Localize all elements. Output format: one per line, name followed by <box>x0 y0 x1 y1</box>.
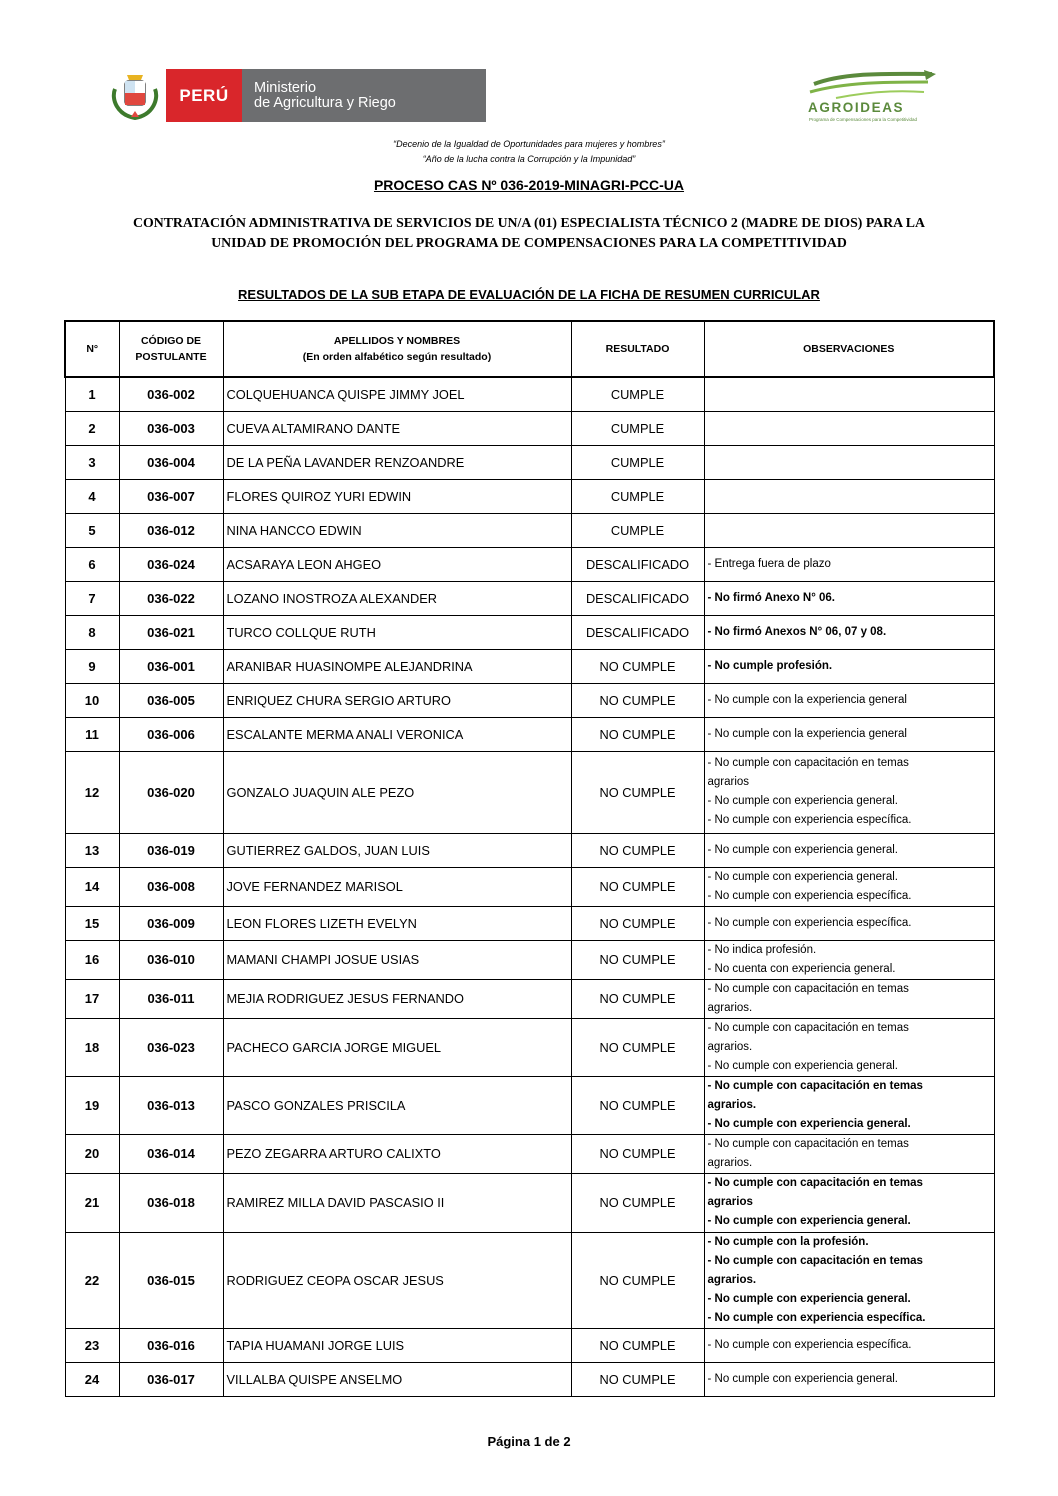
result-cell: NO CUMPLE <box>571 906 704 940</box>
observations-cell <box>704 615 994 649</box>
row-number: 2 <box>65 411 119 445</box>
agroideas-tagline: Programa de Compensaciones para la Competitividad <box>809 117 918 122</box>
applicant-code: 036-022 <box>119 581 223 615</box>
table-row <box>65 1173 994 1232</box>
applicant-code: 036-012 <box>119 513 223 547</box>
result-cell: NO CUMPLE <box>571 1328 704 1362</box>
result-cell: NO CUMPLE <box>571 940 704 979</box>
applicant-name: MEJIA RODRIGUEZ JESUS FERNANDO <box>223 979 571 1018</box>
result-cell: CUMPLE <box>571 377 704 411</box>
header-name <box>223 321 571 377</box>
table-row <box>65 867 994 906</box>
applicant-name: ESCALANTE MERMA ANALI VERONICA <box>223 717 571 751</box>
observation-line: agrarios. <box>707 1098 757 1111</box>
row-number: 14 <box>65 867 119 906</box>
header-code-line-1: CÓDIGO DE <box>140 335 202 347</box>
applicant-code: 036-010 <box>119 940 223 979</box>
result-cell: NO CUMPLE <box>571 979 704 1018</box>
table-row <box>65 377 994 411</box>
observations-cell <box>704 1232 994 1328</box>
applicant-code: 036-020 <box>119 751 223 833</box>
applicant-name: ARANIBAR HUASINOMPE ALEJANDRINA <box>223 649 571 683</box>
table-row <box>65 1018 994 1076</box>
observation-line: - No cumple con experiencia general. <box>707 1117 911 1130</box>
result-cell: NO CUMPLE <box>571 1134 704 1173</box>
table-row <box>65 1328 994 1362</box>
table-row <box>65 649 994 683</box>
observation-line: - No cumple con experiencia general. <box>707 1059 898 1072</box>
table-row <box>65 979 994 1018</box>
observation-line: - No cumple con experiencia específica. <box>707 916 912 929</box>
table-body <box>65 377 994 1396</box>
observations-cell <box>704 940 994 979</box>
result-cell: NO CUMPLE <box>571 867 704 906</box>
row-number: 24 <box>65 1362 119 1396</box>
applicant-name: FLORES QUIROZ YURI EDWIN <box>223 479 571 513</box>
observation-line: - No cumple con experiencia general. <box>707 795 898 807</box>
agroideas-swoosh-icon <box>806 70 940 102</box>
ministry-line-1: Ministerio <box>254 79 317 96</box>
table-row <box>65 1232 994 1328</box>
header-code <box>119 321 223 377</box>
row-number: 22 <box>65 1232 119 1328</box>
header-name-line-2: (En orden alfabético según resultado) <box>302 351 492 363</box>
observations-cell <box>704 867 994 906</box>
observation-line: - No indica profesión. <box>707 943 817 956</box>
table-row <box>65 513 994 547</box>
applicant-name: DE LA PEÑA LAVANDER RENZOANDRE <box>223 445 571 479</box>
motto-line-1: “Decenio de la Igualdad de Oportunidades para mujeres y hombres” <box>393 139 665 149</box>
applicant-name: RODRIGUEZ CEOPA OSCAR JESUS <box>223 1232 571 1328</box>
observation-line: - No cumple con capacitación en temas <box>707 757 909 769</box>
result-cell: DESCALIFICADO <box>571 615 704 649</box>
table-header-row <box>65 321 994 377</box>
applicant-code: 036-018 <box>119 1173 223 1232</box>
row-number: 15 <box>65 906 119 940</box>
row-number: 11 <box>65 717 119 751</box>
observations-cell <box>704 717 994 751</box>
contract-title-line-2: UNIDAD DE PROMOCIÓN DEL PROGRAMA DE COMPENSACIONES PARA LA COMPETITIVIDAD <box>211 235 847 250</box>
results-title: RESULTADOS DE LA SUB ETAPA DE EVALUACIÓN DE LA FICHA DE RESUMEN CURRICULAR <box>238 287 820 302</box>
row-number: 12 <box>65 751 119 833</box>
table-row <box>65 1076 994 1134</box>
observation-line: - No cumple con experiencia general. <box>707 1292 911 1305</box>
observation-line: - No cumple con experiencia general. <box>707 1372 898 1385</box>
applicant-name: NINA HANCCO EDWIN <box>223 513 571 547</box>
row-number: 20 <box>65 1134 119 1173</box>
observation-line: agrarios. <box>707 1156 753 1169</box>
applicant-name: CUEVA ALTAMIRANO DANTE <box>223 411 571 445</box>
observations-cell <box>704 649 994 683</box>
applicant-code: 036-019 <box>119 833 223 867</box>
observation-line: agrarios. <box>707 1001 753 1014</box>
observations-cell <box>704 547 994 581</box>
applicant-name: GUTIERREZ GALDOS, JUAN LUIS <box>223 833 571 867</box>
result-cell: CUMPLE <box>571 445 704 479</box>
row-number: 16 <box>65 940 119 979</box>
applicant-code: 036-015 <box>119 1232 223 1328</box>
observation-line: - No cumple con experiencia general. <box>707 1215 911 1227</box>
row-number: 13 <box>65 833 119 867</box>
result-cell: NO CUMPLE <box>571 683 704 717</box>
observation-line: - No cumple con experiencia específica. <box>707 814 912 826</box>
applicant-name: LOZANO INOSTROZA ALEXANDER <box>223 581 571 615</box>
applicant-code: 036-024 <box>119 547 223 581</box>
row-number: 7 <box>65 581 119 615</box>
observation-line: - No cumple con la experiencia general <box>707 727 907 740</box>
observation-line: - No cuenta con experiencia general. <box>707 962 896 975</box>
coat-of-arms-icon <box>104 69 166 122</box>
table-row <box>65 581 994 615</box>
applicant-name: GONZALO JUAQUIN ALE PEZO <box>223 751 571 833</box>
applicant-code: 036-006 <box>119 717 223 751</box>
result-cell: NO CUMPLE <box>571 833 704 867</box>
applicant-code: 036-017 <box>119 1362 223 1396</box>
table-row <box>65 547 994 581</box>
applicant-name: RAMIREZ MILLA DAVID PASCASIO II <box>223 1173 571 1232</box>
observation-line: - No cumple con capacitación en temas <box>707 1021 909 1034</box>
observation-line: - No cumple con capacitación en temas <box>707 1079 923 1092</box>
ministry-label <box>242 69 486 122</box>
result-cell: DESCALIFICADO <box>571 581 704 615</box>
table-row <box>65 751 994 833</box>
observations-cell <box>704 377 994 411</box>
result-cell: NO CUMPLE <box>571 1076 704 1134</box>
observation-line: - No cumple con experiencia específica. <box>707 1311 926 1324</box>
row-number: 21 <box>65 1173 119 1232</box>
observation-line: - No cumple con la experiencia general <box>707 693 907 706</box>
result-cell: CUMPLE <box>571 479 704 513</box>
observations-cell <box>704 479 994 513</box>
observation-line: agrarios <box>707 776 750 788</box>
applicant-code: 036-023 <box>119 1018 223 1076</box>
results-table <box>64 320 995 1397</box>
table-row <box>65 1134 994 1173</box>
applicant-name: PACHECO GARCIA JORGE MIGUEL <box>223 1018 571 1076</box>
observation-line: - Entrega fuera de plazo <box>707 557 831 570</box>
observations-cell <box>704 1076 994 1134</box>
header-observations: OBSERVACIONES <box>704 321 994 377</box>
result-cell: NO CUMPLE <box>571 1173 704 1232</box>
row-number: 23 <box>65 1328 119 1362</box>
contract-title-line-1: CONTRATACIÓN ADMINISTRATIVA DE SERVICIOS DE UN/A (01) ESPECIALISTA TÉCNICO 2 (MADRE DE DIOS) PARA LA <box>133 215 925 230</box>
observations-cell <box>704 1173 994 1232</box>
applicant-name: TURCO COLLQUE RUTH <box>223 615 571 649</box>
applicant-code: 036-001 <box>119 649 223 683</box>
table-row <box>65 1362 994 1396</box>
process-title: PROCESO CAS Nº 036-2019-MINAGRI-PCC-UA <box>373 177 685 193</box>
applicant-name: LEON FLORES LIZETH EVELYN <box>223 906 571 940</box>
observations-cell <box>704 906 994 940</box>
header-code-line-2: POSTULANTE <box>135 351 207 363</box>
peru-label: PERÚ <box>166 69 242 122</box>
result-cell: DESCALIFICADO <box>571 547 704 581</box>
observation-line: - No cumple con capacitación en temas <box>707 1137 909 1150</box>
applicant-code: 036-002 <box>119 377 223 411</box>
observations-cell <box>704 1328 994 1362</box>
motto-line-2: “Año de la lucha contra la Corrupción y la Impunidad” <box>422 154 636 164</box>
applicant-code: 036-005 <box>119 683 223 717</box>
table-row <box>65 411 994 445</box>
header-name-line-1: APELLIDOS Y NOMBRES <box>333 335 461 347</box>
observations-cell <box>704 1134 994 1173</box>
result-cell: NO CUMPLE <box>571 649 704 683</box>
observation-line: - No cumple con capacitación en temas <box>707 1254 923 1267</box>
row-number: 18 <box>65 1018 119 1076</box>
observations-cell <box>704 751 994 833</box>
observation-line: - No firmó Anexos N° 06, 07 y 08. <box>707 625 887 638</box>
applicant-name: TAPIA HUAMANI JORGE LUIS <box>223 1328 571 1362</box>
applicant-code: 036-011 <box>119 979 223 1018</box>
agroideas-name: AGROIDEAS <box>808 100 905 115</box>
row-number: 5 <box>65 513 119 547</box>
ministry-line-2: de Agricultura y Riego <box>254 94 396 111</box>
observation-line: agrarios. <box>707 1273 757 1286</box>
agroideas-logo <box>806 70 940 126</box>
observation-line: agrarios. <box>707 1040 753 1053</box>
table-row <box>65 479 994 513</box>
applicant-name: MAMANI CHAMPI JOSUE USIAS <box>223 940 571 979</box>
header-result: RESULTADO <box>571 321 704 377</box>
row-number: 17 <box>65 979 119 1018</box>
table-row <box>65 717 994 751</box>
observations-cell <box>704 1362 994 1396</box>
table-row <box>65 940 994 979</box>
observation-line: - No cumple con experiencia general. <box>707 843 898 856</box>
observation-line: agrarios <box>707 1196 753 1208</box>
result-cell: NO CUMPLE <box>571 717 704 751</box>
observation-line: - No cumple con experiencia general. <box>707 870 898 883</box>
applicant-code: 036-013 <box>119 1076 223 1134</box>
page-number: Página 1 de 2 <box>487 1434 571 1449</box>
applicant-code: 036-004 <box>119 445 223 479</box>
applicant-name: VILLALBA QUISPE ANSELMO <box>223 1362 571 1396</box>
observations-cell <box>704 683 994 717</box>
result-cell: NO CUMPLE <box>571 1362 704 1396</box>
observations-cell <box>704 445 994 479</box>
observations-cell <box>704 513 994 547</box>
row-number: 4 <box>65 479 119 513</box>
applicant-name: PEZO ZEGARRA ARTURO CALIXTO <box>223 1134 571 1173</box>
minagri-logo <box>104 69 486 122</box>
row-number: 9 <box>65 649 119 683</box>
row-number: 1 <box>65 377 119 411</box>
applicant-name: JOVE FERNANDEZ MARISOL <box>223 867 571 906</box>
applicant-code: 036-014 <box>119 1134 223 1173</box>
observation-line: - No cumple con la profesión. <box>707 1235 869 1248</box>
observations-cell <box>704 411 994 445</box>
observations-cell <box>704 833 994 867</box>
applicant-code: 036-008 <box>119 867 223 906</box>
applicant-name: COLQUEHUANCA QUISPE JIMMY JOEL <box>223 377 571 411</box>
observations-cell <box>704 581 994 615</box>
table-row <box>65 833 994 867</box>
row-number: 19 <box>65 1076 119 1134</box>
header-n: N° <box>65 321 119 377</box>
applicant-name: ACSARAYA LEON AHGEO <box>223 547 571 581</box>
table-row <box>65 615 994 649</box>
result-cell: NO CUMPLE <box>571 751 704 833</box>
applicant-code: 036-016 <box>119 1328 223 1362</box>
row-number: 10 <box>65 683 119 717</box>
applicant-code: 036-007 <box>119 479 223 513</box>
row-number: 8 <box>65 615 119 649</box>
observation-line: - No cumple profesión. <box>707 659 833 672</box>
observations-cell <box>704 979 994 1018</box>
applicant-code: 036-003 <box>119 411 223 445</box>
observation-line: - No firmó Anexo N° 06. <box>707 591 835 604</box>
result-cell: CUMPLE <box>571 411 704 445</box>
observation-line: - No cumple con experiencia específica. <box>707 1338 912 1351</box>
result-cell: NO CUMPLE <box>571 1232 704 1328</box>
observation-line: - No cumple con capacitación en temas <box>707 982 909 995</box>
applicant-code: 036-009 <box>119 906 223 940</box>
observation-line: - No cumple con experiencia específica. <box>707 889 912 902</box>
result-cell: CUMPLE <box>571 513 704 547</box>
row-number: 3 <box>65 445 119 479</box>
table-row <box>65 906 994 940</box>
applicant-name: PASCO GONZALES PRISCILA <box>223 1076 571 1134</box>
applicant-name: ENRIQUEZ CHURA SERGIO ARTURO <box>223 683 571 717</box>
table-row <box>65 445 994 479</box>
row-number: 6 <box>65 547 119 581</box>
observations-cell <box>704 1018 994 1076</box>
table-row <box>65 683 994 717</box>
observation-line: - No cumple con capacitación en temas <box>707 1177 923 1189</box>
result-cell: NO CUMPLE <box>571 1018 704 1076</box>
applicant-code: 036-021 <box>119 615 223 649</box>
